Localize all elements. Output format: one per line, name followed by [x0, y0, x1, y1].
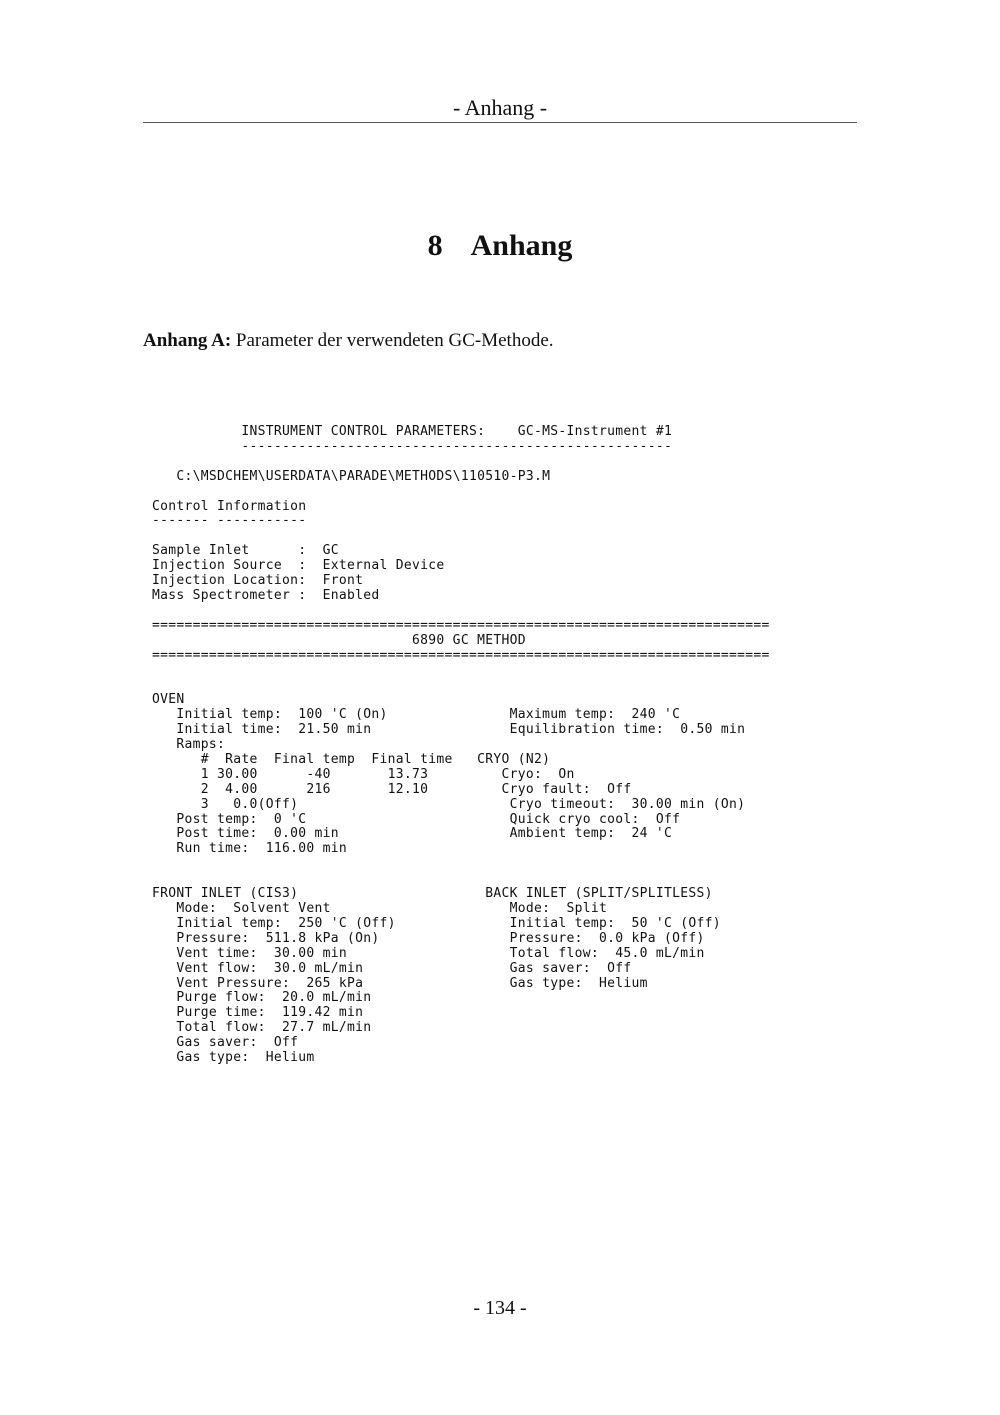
appendix-caption	[143, 329, 554, 353]
listing-line: Gas saver: Off	[152, 1035, 299, 1051]
listing-line: Mode: Solvent Vent Mode: Split	[152, 901, 608, 916]
listing-line: ============================================================================	[152, 647, 770, 663]
listing-line: Pressure: 511.8 kPa (On) Pressure: 0.0 kPa (Off)	[152, 930, 705, 946]
header-rule	[143, 122, 857, 123]
listing-line: -----------------------------------------------------	[152, 438, 673, 454]
listing-line: Initial temp: 100 'C (On) Maximum temp: 240 'C	[152, 707, 681, 723]
listing-line: Vent time: 30.00 min Total flow: 45.0 mL/min	[152, 945, 705, 961]
listing-line: ------- -----------	[152, 513, 307, 529]
listing-line: ============================================================================	[152, 617, 770, 633]
listing-line: 3 0.0(Off) Cryo timeout: 30.00 min (On)	[152, 796, 746, 812]
listing-line: 1 30.00 -40 13.73 Cryo: On	[152, 766, 575, 782]
listing-line: # Rate Final temp Final time CRYO (N2)	[152, 751, 551, 767]
listing-line: Gas type: Helium	[152, 1050, 315, 1066]
listing-line: 6890 GC METHOD	[152, 632, 526, 648]
listing-line: Total flow: 27.7 mL/min	[152, 1020, 372, 1036]
listing-line: Injection Source : External Device	[152, 558, 445, 574]
listing-line: Sample Inlet : GC	[152, 543, 339, 559]
listing-line: OVEN	[152, 692, 185, 708]
caption-text: Parameter der verwendeten GC-Methode.	[231, 330, 554, 351]
listing-line: INSTRUMENT CONTROL PARAMETERS: GC-MS-Instrument #1	[152, 424, 673, 439]
listing-line: Vent Pressure: 265 kPa Gas type: Helium	[152, 975, 648, 991]
page-number: - 134 -	[473, 1297, 527, 1319]
listing-line: Post time: 0.00 min Ambient temp: 24 'C	[152, 826, 673, 842]
listing-line: Post temp: 0 'C Quick cryo cool: Off	[152, 811, 681, 827]
listing-line: Run time: 116.00 min	[152, 841, 348, 857]
listing-line: Purge time: 119.42 min	[152, 1005, 364, 1021]
listing-line: Purge flow: 20.0 mL/min	[152, 990, 372, 1006]
chapter-number: 8	[427, 229, 443, 262]
listing-line: Vent flow: 30.0 mL/min Gas saver: Off	[152, 960, 632, 976]
gc-method-listing	[152, 425, 770, 1066]
listing-line: C:\MSDCHEM\USERDATA\PARADE\METHODS\110510-P3.M	[152, 468, 551, 484]
listing-line: Initial temp: 250 'C (Off) Initial temp: 50 'C (Off)	[152, 915, 721, 931]
listing-line: Injection Location: Front	[152, 573, 364, 589]
listing-line: 2 4.00 216 12.10 Cryo fault: Off	[152, 781, 632, 797]
listing-line: FRONT INLET (CIS3) BACK INLET (SPLIT/SPLITLESS)	[152, 886, 713, 902]
listing-line: Initial time: 21.50 min Equilibration time: 0.50 min	[152, 722, 746, 738]
listing-line: Control Information	[152, 498, 307, 514]
chapter-title: Anhang	[470, 229, 573, 262]
caption-label: Anhang A:	[143, 330, 232, 351]
listing-line: Mass Spectrometer : Enabled	[152, 587, 380, 603]
running-head: - Anhang -	[452, 95, 548, 120]
chapter-heading	[143, 228, 857, 264]
listing-line: Ramps:	[152, 737, 226, 753]
